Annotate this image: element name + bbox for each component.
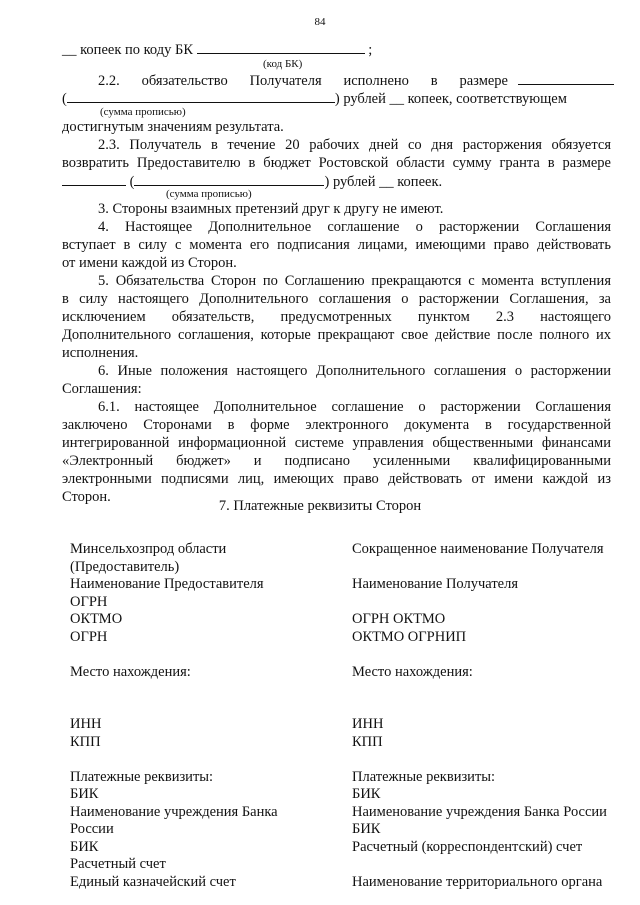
p61-line2: заключено Сторонами в форме электронного документа в государственной [62,417,611,433]
p5-line3: исключением обязательств, предусмотренных пунктом 2.3 настоящего [62,309,611,325]
left-inn: ИНН [70,716,102,732]
p22-amount-blank [518,71,614,85]
right-territorial: Наименование территориального органа [352,873,603,890]
p22-line1 [98,71,611,91]
p4-line1: 4. Настоящее Дополнительное соглашение о расторжении Соглашения [98,219,611,235]
kbk-caption: (код БК) [263,58,303,70]
right-bank: Наименование учреждения Банка России [352,803,607,820]
right-ogrn-oktmo: ОГРН ОКТМО [352,611,446,627]
left-treasury: Единый казначейский счет [70,873,236,890]
p23-line3-text: рублей __ копеек. [332,174,443,190]
left-org: Минсельхозпрод области [70,541,227,557]
p61-line3: интегрированной информационной системе управления общественными финансами [62,435,611,451]
p22-line3: достигнутым значениям результата. [62,119,284,135]
kbk-prefix: __ копеек по коду БК [62,42,194,58]
left-oktmo: ОКТМО [70,611,123,627]
p23-line3: ( ) рублей __ копеек. [62,172,442,192]
right-location: Место нахождения: [352,663,473,680]
right-kpp: КПП [352,733,383,750]
right-account: Расчетный (корреспондентский) счет [352,838,583,855]
p5-line1: 5. Обязательства Сторон по Соглашению прекращаются с момента вступления [98,273,611,289]
p23-line2: возвратить Предоставителю в бюджет Ростовской области сумму гранта в размере [62,155,611,171]
left-kpp: КПП [70,733,101,750]
p4-line2: вступает в силу с момента его подписания лицами, имеющими право действовать [62,237,611,253]
p22-line2-text: рублей __ копеек, соответствующем [343,91,567,107]
p22-lead: 2.2. обязательство Получателя исполнено в размере [98,73,508,89]
payer-details-right [352,541,607,891]
p5-line2: в силу настоящего Дополнительного соглашения о расторжении Соглашения, за [62,291,611,307]
left-location: Место нахождения: [70,663,191,680]
right-payment: Платежные реквизиты: [352,768,496,785]
p23-amount-blank [62,172,126,186]
p5-line5: исполнения. [62,345,139,361]
p22-caption: (сумма прописью) [100,106,186,118]
p6-line1: 6. Иные положения настоящего Дополнительного соглашения о расторжении [98,363,611,379]
page-number: 84 [314,16,326,28]
left-account: Расчетный счет [70,856,166,872]
payer-details-left [70,541,278,891]
p3: 3. Стороны взаимных претензий друг к другу не имеют. [98,201,444,217]
p23-caption: (сумма прописью) [166,188,252,200]
right-inn: ИНН [352,716,384,732]
p61-line5: электронными подписями лиц, имеющих право действовать от имени каждой из [62,471,611,487]
right-name: Наименование Получателя [352,576,519,592]
right-short-name: Сокращенное наименование Получателя [352,541,604,557]
left-ogrn2: ОГРН [70,628,108,645]
p61-line4: «Электронный бюджет» и подписано усиленными квалифицированными [62,453,611,469]
left-bank2: России [70,821,114,837]
p61-line6: Сторон. [62,489,111,505]
p61-line1: 6.1. настоящее Дополнительное соглашение о расторжении Соглашения [98,399,611,415]
left-name: Наименование Предоставителя [70,576,264,592]
right-bik1: БИК [352,786,381,802]
right-bik2: БИК [352,821,381,837]
kbk-line [62,40,372,60]
left-bank1: Наименование учреждения Банка [70,803,278,820]
kbk-blank [197,40,365,54]
p4-line3: от имени каждой из Сторон. [62,255,237,271]
p22-line2: ( ) рублей __ копеек, соответствующем [62,91,567,107]
left-org-role: (Предоставитель) [70,558,180,575]
p23-words-blank [134,172,324,186]
left-bik2: БИК [70,838,99,855]
p5-line4: Дополнительного соглашения, которые прекращают свое действие после полного их [62,327,611,343]
right-oktmo-ogrnip: ОКТМО ОГРНИП [352,628,467,645]
left-payment: Платежные реквизиты: [70,768,214,785]
section7-heading: 7. Платежные реквизиты Сторон [218,498,422,514]
left-ogrn1: ОГРН [70,593,108,610]
p22-words-blank [67,89,335,103]
left-bik1: БИК [70,786,99,802]
p23-line1: 2.3. Получатель в течение 20 рабочих дней со дня расторжения обязуется [98,137,611,153]
kbk-suffix: ; [368,42,373,58]
p6-line2: Соглашения: [62,381,142,397]
